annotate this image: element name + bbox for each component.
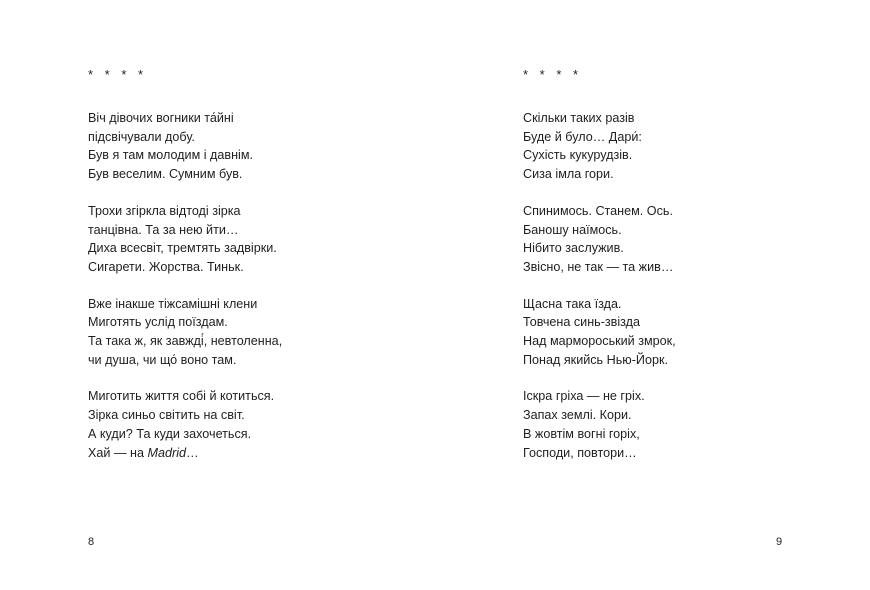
- poem-line: Нібито заслужив.: [523, 241, 624, 256]
- poem-line: Буде й було… Дари́:: [523, 129, 642, 144]
- poem-line: Товчена синь-звізда: [523, 315, 641, 330]
- poem-line: Вже інакше тіжсамішні клени: [88, 296, 258, 311]
- italic-place-name: Madrid: [147, 445, 186, 460]
- stanza-1: [88, 109, 282, 184]
- poem-line-ellipsis: …: [186, 445, 199, 460]
- poem-line: Був я там молодим і давнім.: [88, 148, 253, 163]
- stanza-1: [523, 109, 676, 184]
- poem-line: Баношу наїмось.: [523, 222, 622, 237]
- poem-line: Іскра гріха — не гріх.: [523, 389, 645, 404]
- stanza-3: [88, 295, 282, 370]
- poem-line: Диха всесвіт, тремтять задвірки.: [88, 241, 277, 256]
- poem-line: чи душа, чи що́ воно там.: [88, 352, 237, 367]
- poem-line: Запах землі. Кори.: [523, 408, 632, 423]
- poem-line: Спинимось. Станем. Ось.: [523, 203, 673, 218]
- page-number-right: 9: [776, 536, 783, 548]
- poem-line: Сухість кукурудзів.: [523, 148, 633, 163]
- section-ornament: * * * *: [88, 67, 148, 82]
- poem-line: Зірка синьо світить на світ.: [88, 408, 245, 423]
- section-ornament: * * * *: [523, 67, 583, 82]
- stanza-2: [88, 202, 282, 277]
- page-number-left: 8: [88, 536, 95, 548]
- poem-line: підсвічували добу.: [88, 129, 195, 144]
- poem-line: Скільки таких разів: [523, 111, 635, 125]
- poem-line: [88, 444, 282, 463]
- right-page: [435, 0, 870, 590]
- poem-line: Щасна така їзда.: [523, 296, 622, 311]
- poem-line: Понад якийсь Нью-Йорк.: [523, 352, 668, 367]
- poem-line: Сиза імла гори.: [523, 167, 614, 182]
- poem-line: Сигарети. Жорства. Тиньк.: [88, 259, 244, 274]
- poem-line: Миготять услід поїздам.: [88, 315, 228, 330]
- stanza-3: [523, 295, 676, 370]
- poem-line: Та така ж, як завжді́, невтоленна,: [88, 334, 283, 349]
- poem-line: Миготить життя собі й котиться.: [88, 389, 275, 404]
- poem-right: [523, 68, 676, 480]
- poem-line: Трохи згіркла відтоді зірка: [88, 203, 241, 218]
- poem-line: Над мармороський змрок,: [523, 334, 676, 349]
- poem-line: танцівна. Та за нею йти…: [88, 222, 239, 237]
- poem-line: Віч дівочих вогники та́йні: [88, 111, 234, 125]
- poem-line-text: Хай — на: [88, 445, 148, 460]
- poem-line: Був веселим. Сумним був.: [88, 167, 243, 182]
- stanza-2: [523, 202, 676, 277]
- poem-line: Звісно, не так — та жив…: [523, 259, 674, 274]
- stanza-4: [88, 387, 282, 462]
- poem-line: А куди? Та куди захочеться.: [88, 426, 252, 441]
- stanza-4: [523, 387, 676, 462]
- poem-line: Господи, повтори…: [523, 445, 637, 460]
- poem-line: В жовтім вогні горіх,: [523, 426, 640, 441]
- poem-left: [88, 68, 282, 480]
